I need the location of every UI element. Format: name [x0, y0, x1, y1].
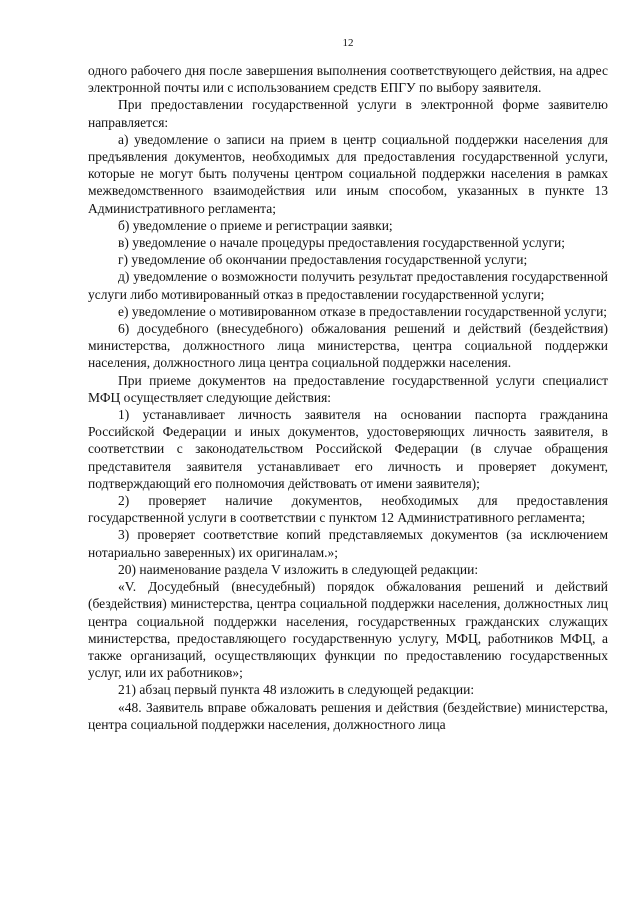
paragraph-item-b: б) уведомление о приеме и регистрации заявки;: [118, 217, 393, 233]
paragraph-item-v: в) уведомление о начале процедуры предоставления государственной услуги;: [118, 235, 566, 251]
page-number: 12: [342, 37, 354, 49]
paragraph-electronic-notifications-intro: При предоставлении государственной услуги в электронной форме заявителю направляется:: [88, 97, 608, 130]
paragraph-amendment-21: 21) абзац первый пункта 48 изложить в следующей редакции:: [118, 682, 475, 698]
paragraph-amendment-20: 20) наименование раздела V изложить в следующей редакции:: [118, 561, 479, 577]
paragraph-mfc-item-2: 2) проверяет наличие документов, необходимых для предоставления государственной услуги в соответствии с пунктом 12 Административного регламента;: [88, 493, 608, 526]
paragraph-item-a: а) уведомление о записи на прием в центр социальной поддержки населения для предъявления документов, необходимых для предоставления государственной услуги, которые не могут быть получены центром социальной поддержки населения в рамках межведомственного взаимодействия или иным способом, указанных в пункте 13 Административного регламента;: [88, 131, 608, 216]
paragraph-item-g: г) уведомление об окончании предоставления государственной услуги;: [118, 252, 528, 268]
paragraph-point-48: «48. Заявитель вправе обжаловать решения и действия (бездействие) министерства, центра социальной поддержки населения, должностного лица: [88, 699, 608, 732]
paragraph-continuation: одного рабочего дня после завершения выполнения соответствующего действия, на адрес электронной почты или с использованием средств ЕПГУ по выбору заявителя.: [88, 63, 608, 96]
paragraph-item-e: е) уведомление о мотивированном отказе в предоставлении государственной услуги;: [118, 303, 608, 319]
paragraph-item-6: 6) досудебного (внесудебного) обжалования решений и действий (бездействия) министерства, должностного лица министерства, центра социальной поддержки населения, должностного лица центра социальной поддержки населения.: [88, 321, 608, 371]
paragraph-mfc-item-1: 1) устанавливает личность заявителя на основании паспорта гражданина Российской Федерации и иных документов, удостоверяющих личность заявителя, в соответствии с законодательством Российской Федерации (в случае обращения представителя заявителя устанавливает его личность и проверяет документ, подтверждающий его полномочия действовать от имени заявителя);: [88, 407, 608, 491]
paragraph-mfc-intro: При приеме документов на предоставление государственной услуги специалист МФЦ осуществляет следующие действия:: [88, 372, 608, 405]
paragraph-section-v-title: «V. Досудебный (внесудебный) порядок обжалования решений и действий (бездействия) министерства, центра социальной поддержки населения, должностных лиц центра социальной поддержки населения, государственных гражданских служащих министерства, предоставляющего государственную услугу, МФЦ, работников МФЦ, а также организаций, осуществляющих функции по предоставлению государственных услуг, или их работников»;: [88, 579, 608, 681]
paragraph-item-d: д) уведомление о возможности получить результат предоставления государственной услуги либо мотивированный отказ в предоставлении государственной услуги;: [88, 269, 608, 302]
document-body: [88, 62, 608, 733]
paragraph-mfc-item-3: 3) проверяет соответствие копий представляемых документов (за исключением нотариально заверенных) их оригиналам.»;: [88, 527, 608, 560]
